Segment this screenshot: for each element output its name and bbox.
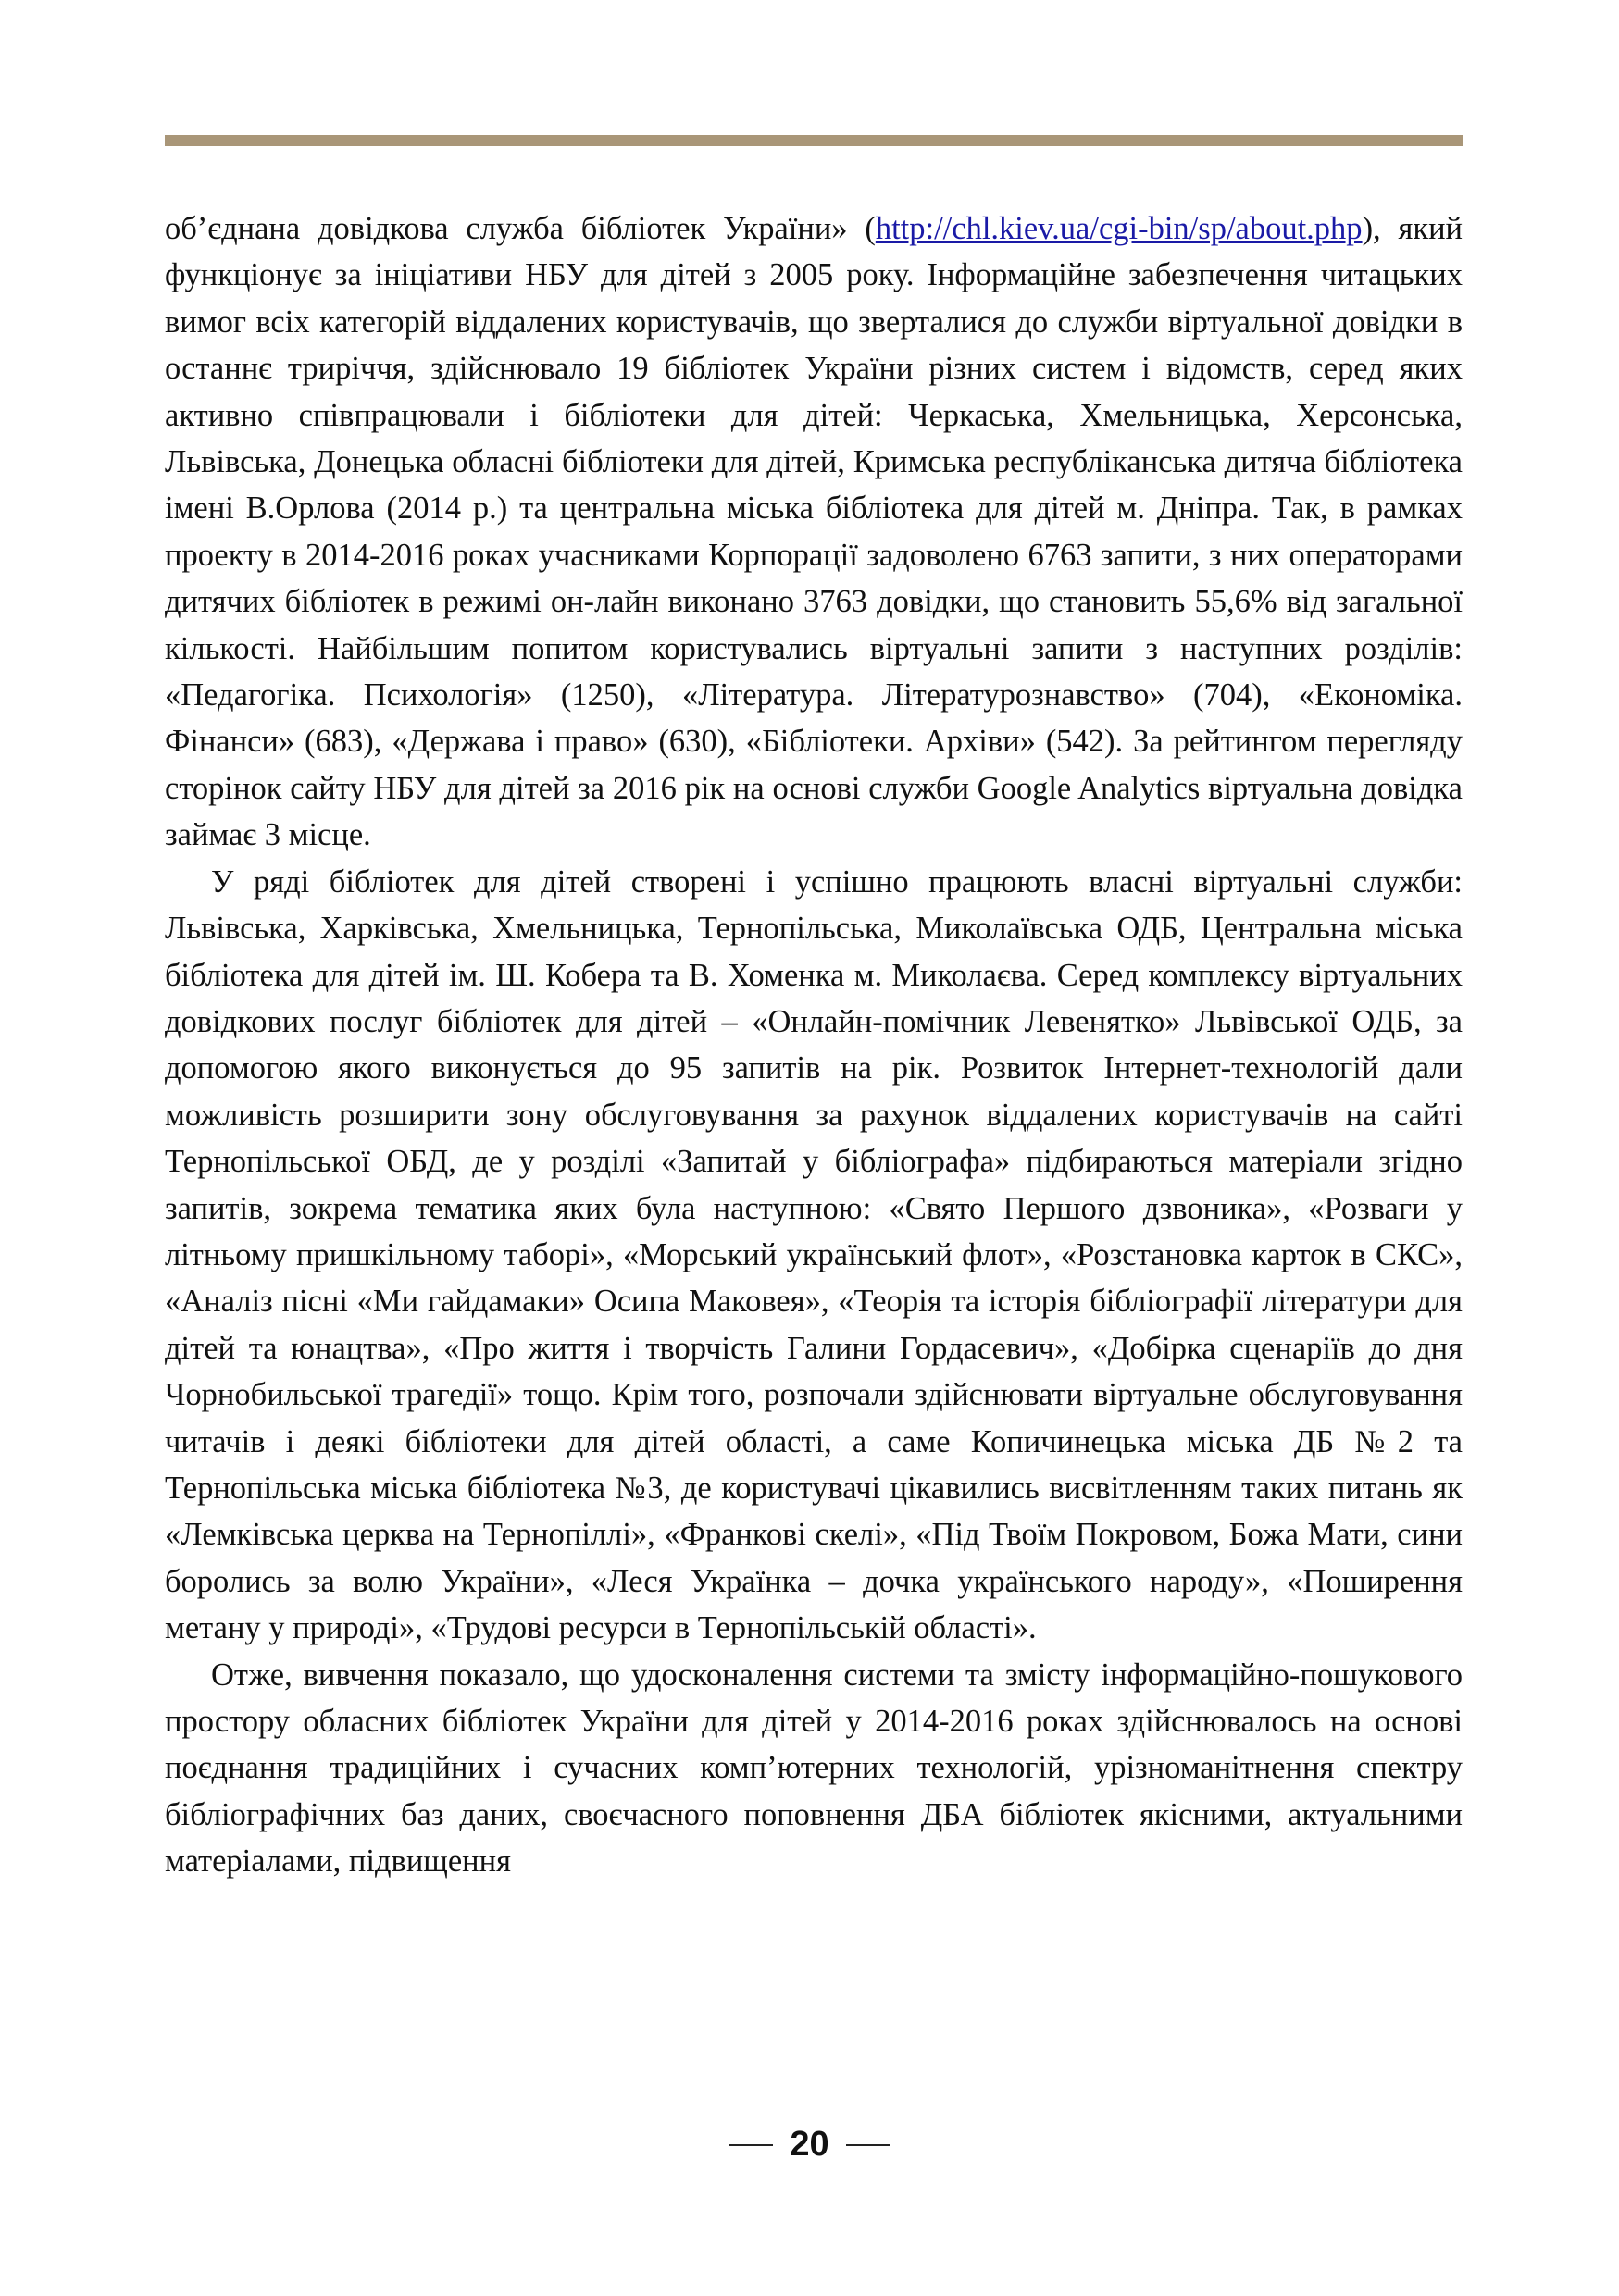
page-footer: [0, 2125, 1619, 2165]
about-page-link[interactable]: http://chl.kiev.ua/cgi-bin/sp/about.php: [875, 211, 1363, 246]
paragraph-1: [165, 205, 1463, 859]
paragraph-2: У ряді бібліотек для дітей створені і успішно працюють власні віртуальні служби: Львівська, Харківська, Хмельницька, Тернопільська, Миколаївська ОДБ, Центральна міська бібліотека для дітей ім. Ш. Кобера та В. Хоменка м. Миколаєва. Серед комплексу віртуальних довідкових послуг бібліотек для дітей – «Онлайн-помічник Левенятко» Львівської ОДБ, за допомогою якого виконується до 95 запитів на рік. Розвиток Інтернет-технологій дали можливість розширити зону обслуговування за рахунок віддалених користувачів на сайті Тернопільської ОБД, де у розділі «Запитай у бібліографа» підбираються матеріали згідно запитів, зокрема тематика яких була наступною: «Свято Першого дзвоника», «Розваги у літньому пришкільному таборі», «Морський український флот», «Розстановка карток в СКС», «Аналіз пісні «Ми гайдамаки» Осипа Маковея», «Теорія та історія бібліографії літератури для дітей та юнацтва», «Про життя і творчість Галини Гордасевич», «Добірка сценаріїв до дня Чорнобильської трагедії» тощо. Крім того, розпочали здійснювати віртуальне обслуговування читачів і деякі бібліотеки для дітей області, а саме Копичинецька міська ДБ №2 та Тернопільська міська бібліотека №3, де користувачі цікавились висвітленням таких питань як «Лемківська церква на Тернопіллі», «Франкові скелі», «Під Твоїм Покровом, Божа Мати, сини боролись за волю України», «Леся Українка – дочка українського народу», «Поширення метану у природі», «Трудові ресурси в Тернопільській області».: [165, 863, 1463, 1646]
paragraph-3: Отже, вивчення показало, що удосконалення системи та змісту інформаційно-пошукового простору обласних бібліотек України для дітей у 2014-2016 роках здійснювалось на основі поєднання традиційних і сучасних комп’ютерних технологій, урізноманітнення спектру бібліографічних баз даних, своєчасного поповнення ДБА бібліотек якісними, актуальними матеріалами, підвищення: [165, 1657, 1463, 1880]
document-body: [165, 205, 1463, 1885]
top-decorative-rule: [165, 135, 1463, 146]
page-number: 20: [790, 2125, 829, 2164]
paragraph-1-lead: об’єднана довідкова служба бібліотек України» (: [165, 211, 876, 246]
footer-left-dash: [729, 2144, 773, 2146]
footer-right-dash: [846, 2144, 890, 2146]
paragraph-1-rest: ), який функціонує за ініціативи НБУ для дітей з 2005 року. Інформаційне забезпечення читацьких вимог всіх категорій віддалених користувачів, що зверталися до служби віртуальної довідки в останнє триріччя, здійснювало 19 бібліотек України різних систем і відомств, серед яких активно співпрацювали і бібліотеки для дітей: Черкаська, Хмельницька, Херсонська, Львівська, Донецька обласні бібліотеки для дітей, Кримська республіканська дитяча бібліотека імені В.Орлова (2014 р.) та центральна міська бібліотека для дітей м. Дніпра. Так, в рамках проекту в 2014-2016 роках учасниками Корпорації задоволено 6763 запити, з них операторами дитячих бібліотек в режимі он-лайн виконано 3763 довідки, що становить 55,6% від загальної кількості. Найбільшим попитом користувались віртуальні запити з наступних розділів: «Педагогіка. Психологія» (1250), «Література. Літературознавство» (704), «Економіка. Фінанси» (683), «Держава і право» (630), «Бібліотеки. Архіви» (542). За рейтингом перегляду сторінок сайту НБУ для дітей за 2016 рік на основі служби Google Analytics віртуальна довідка займає 3 місце.: [165, 211, 1463, 853]
